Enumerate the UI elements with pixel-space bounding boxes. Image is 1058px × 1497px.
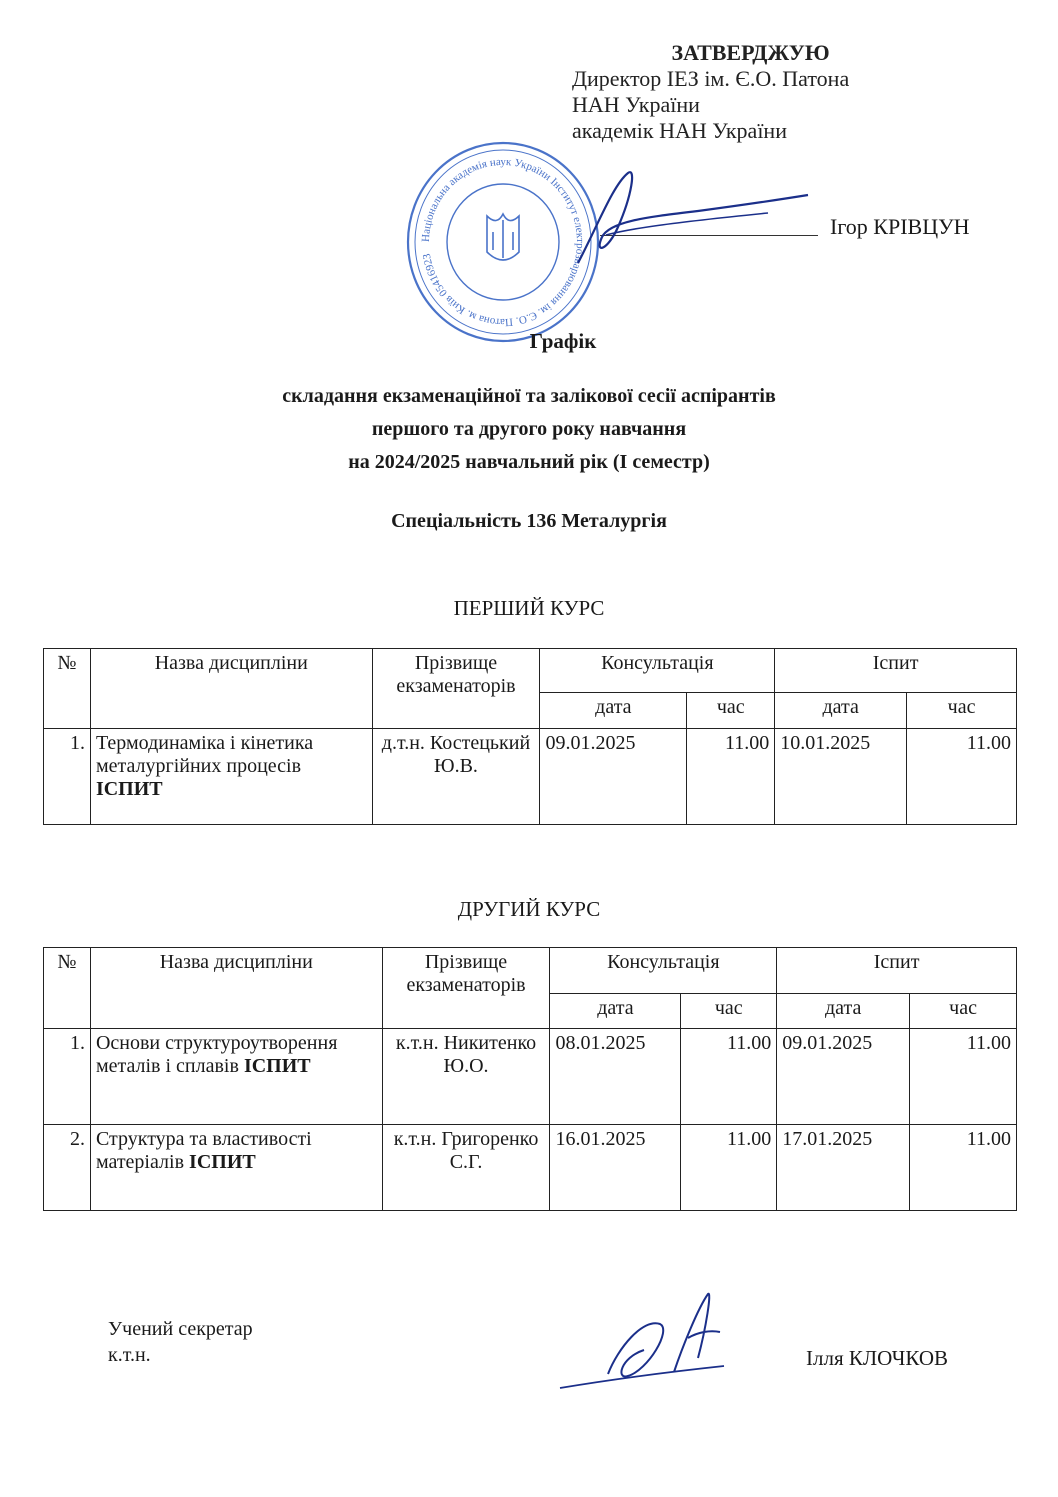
header-examiners: Прізвище екзаменаторів: [372, 649, 540, 729]
header-exam-date: дата: [777, 994, 910, 1029]
table-row: [44, 1029, 1017, 1125]
header-exam-time: час: [910, 994, 1017, 1029]
consultation-date: 08.01.2025: [550, 1029, 681, 1125]
header-cons-time: час: [687, 693, 775, 729]
secretary-title: Учений секретар: [108, 1318, 253, 1340]
subtitle-line-3: на 2024/2025 навчальний рік (І семестр): [348, 451, 710, 473]
examiner: к.т.н. Никитенко Ю.О.: [382, 1029, 550, 1125]
discipline-cell: [90, 729, 372, 825]
header-exam: Іспит: [777, 948, 1017, 994]
header-exam-date: дата: [775, 693, 907, 729]
header-consultation: Консультація: [550, 948, 777, 994]
schedule-table-course-1: [43, 648, 1017, 825]
approval-position: Директор ІЕЗ ім. Є.О. Патона: [572, 66, 850, 91]
exam-date: 10.01.2025: [775, 729, 907, 825]
header-cons-date: дата: [540, 693, 687, 729]
approval-block: [572, 40, 849, 144]
secretary-signature: [548, 1288, 728, 1400]
secretary-name: Ілля КЛОЧКОВ: [806, 1346, 949, 1370]
header-discipline: Назва дисципліни: [90, 948, 382, 1029]
approval-title: академік НАН України: [572, 118, 787, 143]
exam-date: 09.01.2025: [777, 1029, 910, 1125]
discipline-name: Структура та властивості матеріалів: [95, 1128, 312, 1173]
subtitle-line-1: складання екзаменаційної та залікової сесії аспірантів: [282, 385, 776, 407]
row-num: 2.: [44, 1125, 91, 1211]
consultation-time: 11.00: [681, 1125, 777, 1211]
header-num: №: [44, 649, 91, 729]
exam-time: 11.00: [910, 1125, 1017, 1211]
exam-label: ІСПИТ: [95, 778, 163, 800]
consultation-time: 11.00: [681, 1029, 777, 1125]
header-discipline: Назва дисципліни: [90, 649, 372, 729]
discipline-name: Основи структуроутворення металів і сплавів: [95, 1032, 338, 1077]
row-num: 1.: [44, 1029, 91, 1125]
trident-icon: [487, 214, 519, 260]
secretary-degree: к.т.н.: [108, 1344, 151, 1366]
subtitle-line-2: першого та другого року навчання: [371, 418, 687, 440]
consultation-time: 11.00: [687, 729, 775, 825]
header-consultation: Консультація: [540, 649, 775, 693]
course-heading-1: ПЕРШИЙ КУРС: [453, 596, 605, 620]
examiner: д.т.н. Костецький Ю.В.: [372, 729, 540, 825]
course-heading-2: ДРУГИЙ КУРС: [457, 897, 601, 921]
row-num: 1.: [44, 729, 91, 825]
discipline-cell: [90, 1029, 382, 1125]
header-exam-time: час: [907, 693, 1017, 729]
approval-heading: ЗАТВЕРДЖУЮ: [671, 40, 830, 65]
stamp-text: Національна академія наук України Інститут електрозварювання ім. Є.О. Патона м. Київ 05416923: [419, 155, 587, 329]
examiner: к.т.н. Григоренко С.Г.: [382, 1125, 550, 1211]
header-examiners: Прізвище екзаменаторів: [382, 948, 550, 1029]
exam-time: 11.00: [907, 729, 1017, 825]
schedule-table-course-2: [43, 947, 1017, 1211]
consultation-date: 16.01.2025: [550, 1125, 681, 1211]
discipline-name: Термодинаміка і кінетика металургійних процесів: [95, 732, 314, 777]
director-signature: [558, 165, 818, 275]
table-row: [44, 1125, 1017, 1211]
exam-date: 17.01.2025: [777, 1125, 910, 1211]
header-num: №: [44, 948, 91, 1029]
secretary-block: [108, 1316, 253, 1368]
specialty: Спеціальність 136 Металургія: [391, 510, 667, 532]
director-name: Ігор КРІВЦУН: [830, 214, 970, 239]
approval-organization: НАН України: [572, 92, 700, 117]
exam-time: 11.00: [910, 1029, 1017, 1125]
header-cons-time: час: [681, 994, 777, 1029]
consultation-date: 09.01.2025: [540, 729, 687, 825]
document-title: Графік: [529, 329, 597, 353]
table-row: [44, 729, 1017, 825]
discipline-cell: [90, 1125, 382, 1211]
exam-label: ІСПИТ: [189, 1151, 256, 1173]
header-cons-date: дата: [550, 994, 681, 1029]
exam-label: ІСПИТ: [243, 1055, 311, 1077]
header-exam: Іспит: [775, 649, 1017, 693]
